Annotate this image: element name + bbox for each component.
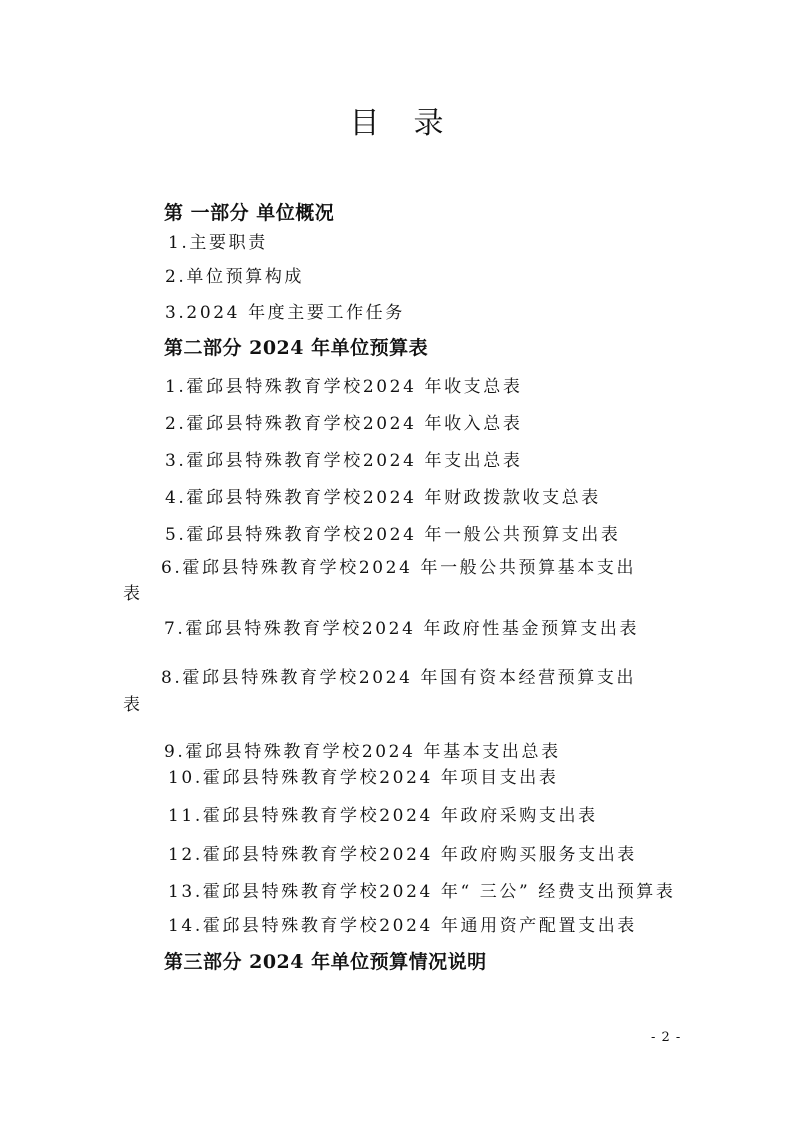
toc-item: 14.霍邱县特殊教育学校2024 年通用资产配置支出表 [168,916,637,936]
toc-item: 8.霍邱县特殊教育学校2024 年国有资本经营预算支出 [161,668,637,688]
toc-item: 4.霍邱县特殊教育学校2024 年财政拨款收支总表 [165,488,601,508]
toc-item: 2.单位预算构成 [165,267,305,287]
toc-item: 1.霍邱县特殊教育学校2024 年收支总表 [165,377,523,397]
toc-item: 10.霍邱县特殊教育学校2024 年项目支出表 [168,768,559,788]
toc-item: 5.霍邱县特殊教育学校2024 年一般公共预算支出表 [165,525,621,545]
toc-item: 1.主要职责 [168,233,268,253]
toc-item: 7.霍邱县特殊教育学校2024 年政府性基金预算支出表 [164,619,640,639]
toc-item: 12.霍邱县特殊教育学校2024 年政府购买服务支出表 [168,845,637,865]
toc-item: 3.2024 年度主要工作任务 [165,303,405,323]
toc-item: 11.霍邱县特殊教育学校2024 年政府采购支出表 [168,806,598,826]
toc-item-continuation: 表 [123,584,140,604]
toc-item: 6.霍邱县特殊教育学校2024 年一般公共预算基本支出 [161,558,637,578]
toc-item: 13.霍邱县特殊教育学校2024 年“ 三公” 经费支出预算表 [168,882,676,902]
part2-heading: 第二部分 2024 年单位预算表 [164,337,429,359]
toc-item: 3.霍邱县特殊教育学校2024 年支出总表 [165,451,523,471]
toc-item: 2.霍邱县特殊教育学校2024 年收入总表 [165,414,523,434]
part1-heading: 第 一部分 单位概况 [164,202,335,224]
toc-item-continuation: 表 [123,695,140,715]
part3-heading: 第三部分 2024 年单位预算情况说明 [164,951,487,973]
toc-item: 9.霍邱县特殊教育学校2024 年基本支出总表 [164,742,561,762]
page-number: - 2 - [651,1030,682,1045]
toc-title: 目录 [349,106,478,141]
